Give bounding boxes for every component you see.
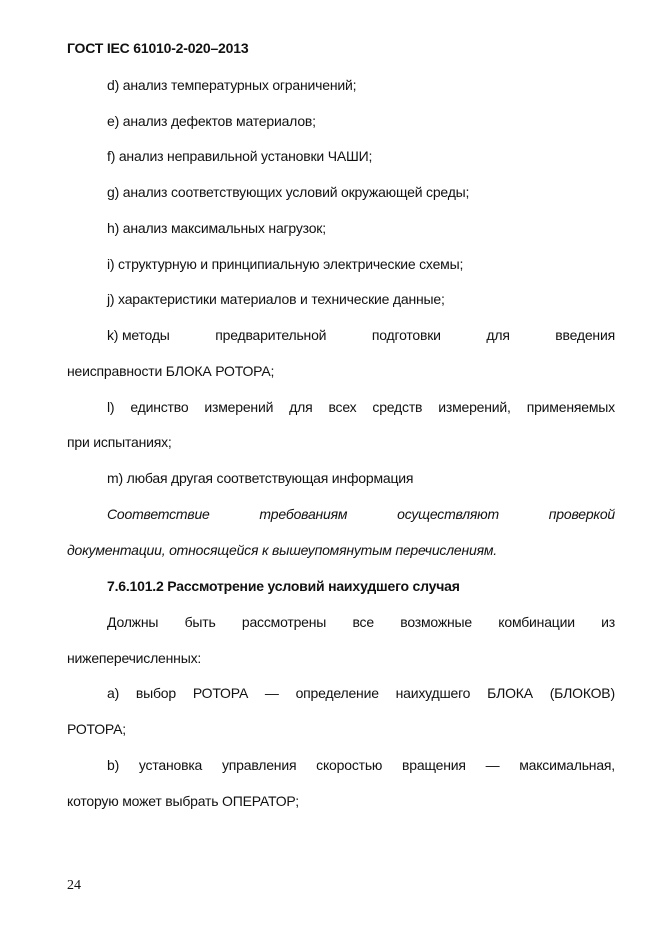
list-item-l-word: l) <box>107 399 115 415</box>
list-item-f: f) анализ неправильной установки ЧАШИ; <box>107 148 373 164</box>
condition-a-word: a) <box>107 685 120 701</box>
list-item-k-line2: неисправности БЛОКА РОТОРА; <box>67 363 275 379</box>
list-item-l-word: для <box>289 399 313 415</box>
condition-b-line1 <box>107 757 615 773</box>
list-item-k-line1 <box>107 327 615 343</box>
document-header: ГОСТ IEC 61010-2-020–2013 <box>67 40 249 56</box>
compliance-note-line1 <box>107 506 615 522</box>
list-item-l-word: средств <box>372 399 423 415</box>
intro-word: быть <box>184 614 216 630</box>
list-item-k-word: подготовки <box>371 327 441 343</box>
condition-b-word: b) <box>107 757 120 773</box>
list-item-h: h) анализ максимальных нагрузок; <box>107 220 326 236</box>
list-item-l-word: всех <box>328 399 357 415</box>
condition-a-word: (БЛОКОВ) <box>549 685 615 701</box>
condition-b-word: вращения <box>402 757 466 773</box>
condition-a-word: наихудшего <box>395 685 471 701</box>
list-item-e: e) анализ дефектов материалов; <box>107 113 316 129</box>
compliance-word: осуществляют <box>397 506 499 522</box>
list-item-l-word: единство <box>130 399 189 415</box>
list-item-l-line2: при испытаниях; <box>67 434 172 450</box>
list-item-k-word: k) методы <box>107 327 170 343</box>
condition-b-word: скоростью <box>316 757 383 773</box>
intro-word: Должны <box>107 614 159 630</box>
condition-a-word: — <box>264 685 279 701</box>
intro-word: рассмотрены <box>241 614 327 630</box>
list-item-m: m) любая другая соответствующая информация <box>107 470 414 486</box>
list-item-k-word: предварительной <box>215 327 327 343</box>
list-item-l-word: измерений, <box>438 399 511 415</box>
intro-word: все <box>352 614 374 630</box>
condition-b-word: — <box>485 757 500 773</box>
condition-a-line2: РОТОРА; <box>67 721 126 737</box>
compliance-word: Соответствие <box>107 506 210 522</box>
condition-b-word: установка <box>138 757 203 773</box>
section-heading: 7.6.101.2 Рассмотрение условий наихудшего случая <box>107 578 460 594</box>
intro-line2: нижеперечисленных: <box>67 650 202 666</box>
intro-word: возможные <box>400 614 472 630</box>
list-item-k-word: для <box>486 327 510 343</box>
condition-a-line1 <box>107 685 615 701</box>
list-item-l-word: измерений <box>204 399 274 415</box>
page-number: 24 <box>67 878 81 893</box>
intro-line1 <box>107 614 615 630</box>
compliance-note-line2: документации, относящейся к вышеупомянутым перечислениям. <box>67 542 497 558</box>
condition-b-line2: которую может выбрать ОПЕРАТОР; <box>67 793 299 809</box>
condition-b-word: управления <box>221 757 297 773</box>
condition-a-word: выбор <box>135 685 176 701</box>
list-item-i: i) структурную и принципиальную электрические схемы; <box>107 256 464 272</box>
condition-a-word: БЛОКА <box>487 685 533 701</box>
intro-word: комбинации <box>498 614 575 630</box>
condition-a-word: РОТОРА <box>192 685 249 701</box>
list-item-k-word: введения <box>555 327 615 343</box>
list-item-d: d) анализ температурных ограничений; <box>107 77 357 93</box>
list-item-l-line1 <box>107 399 615 415</box>
compliance-word: проверкой <box>548 506 615 522</box>
list-item-l-word: применяемых <box>526 399 615 415</box>
list-item-g: g) анализ соответствующих условий окружающей среды; <box>107 184 470 200</box>
condition-a-word: определение <box>295 685 379 701</box>
compliance-word: требованиям <box>259 506 348 522</box>
list-item-j: j) характеристики материалов и технические данные; <box>107 291 445 307</box>
intro-word: из <box>601 614 615 630</box>
condition-b-word: максимальная, <box>519 757 615 773</box>
